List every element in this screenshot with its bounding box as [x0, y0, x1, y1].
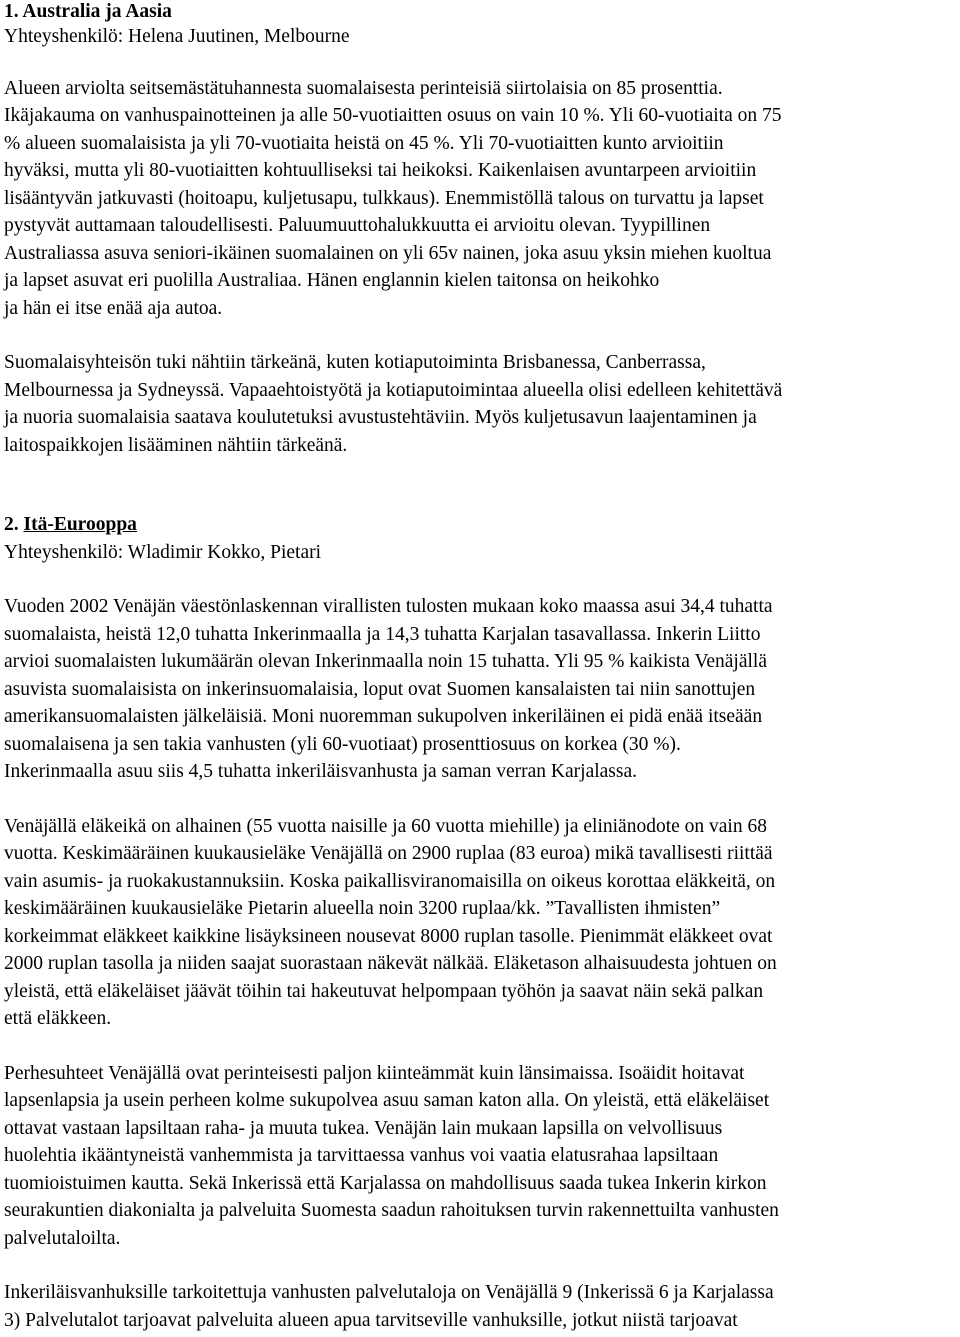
text-line: lisääntyvän jatkuvasti (hoitoapu, kuljetusapu, tulkkaus). Enemmistöllä talous on turvattu ja lapset: [4, 187, 764, 209]
text-line: Inkerinmaalla asuu siis 4,5 tuhatta inkeriläisvanhusta ja saman verran Karjalassa.: [4, 761, 637, 782]
paragraph: [4, 1279, 956, 1334]
document-page: [4, 0, 956, 1334]
text-line: ja hän ei itse enää aja autoa.: [4, 297, 223, 319]
contact-person: Yhteyshenkilö: Wladimir Kokko, Pietari: [4, 541, 322, 563]
paragraph: [4, 1060, 956, 1253]
paragraph: [4, 593, 956, 786]
section-ita-eurooppa: [4, 511, 956, 1334]
text-line: amerikansuomalaisten jälkeläisiä. Moni nuoremman sukupolven inkeriläinen ei pidä enää itseään: [4, 706, 763, 727]
text-line: Alueen arviolta seitsemästätuhannesta suomalaisesta perinteisiä siirtolaisia on 85 prosenttia.: [4, 77, 723, 99]
paragraph: [4, 349, 956, 459]
text-line: Venäjällä eläkeikä on alhainen (55 vuotta naisille ja 60 vuotta miehille) ja eliniänodote on vain 68: [4, 815, 767, 837]
contact-person: Yhteyshenkilö: Helena Juutinen, Melbourne: [4, 26, 350, 47]
text-line: Perhesuhteet Venäjällä ovat perinteisesti paljon kiinteämmät kuin länsimaissa. Isoäidit hoitavat: [4, 1062, 745, 1084]
text-line: laitospaikkojen lisääminen nähtiin tärkeänä.: [4, 434, 348, 456]
text-line: Ikäjakauma on vanhuspainotteinen ja alle 50-vuotiaitten osuus on vain 10 %. Yli 60-vuotiaita on 75: [4, 105, 782, 126]
text-line: vain asumis- ja ruokakustannuksiin. Koska paikallisviranomaisilla on oikeus korottaa eläkkeitä, on: [4, 870, 776, 892]
section-number: 2.: [4, 514, 24, 535]
text-line: huolehtia ikääntyneistä vanhemmista ja tarvittaessa vanhus voi vaatia elatusrahaa lapsiltaan: [4, 1145, 719, 1166]
text-line: % alueen suomalaisista ja yli 70-vuotiaita heistä on 45 %. Yli 70-vuotiaitten kunto arvioitiin: [4, 132, 724, 154]
text-line: Suomalaisyhteisön tuki nähtiin tärkeänä, kuten kotiaputoiminta Brisbanessa, Canberrassa,: [4, 352, 706, 373]
paragraph: [4, 75, 956, 323]
text-line: seurakuntien diakonialta ja palveluita Suomesta saadun rahoituksen turvin rakennettuilta vanhusten: [4, 1200, 779, 1221]
section-title: Itä-Eurooppa: [23, 514, 137, 535]
text-line: asuvista suomalaisista on inkerinsuomalaisia, loput ovat Suomen kansalaisten tai niin sanottujen: [4, 678, 756, 700]
text-line: hyväksi, mutta yli 80-vuotiaitten kohtuulliseksi tai heikoksi. Kaikenlaisen avuntarpeen arvioitiin: [4, 160, 757, 181]
section-heading: [4, 511, 956, 539]
text-line: Melbournessa ja Sydneyssä. Vapaaehtoistyötä ja kotiaputoimintaa alueella olisi edelleen kehitettävä: [4, 379, 783, 401]
text-line: keskimääräinen kuukausieläke Pietarin alueella noin 3200 ruplaa/kk. ”Tavallisten ihmisten”: [4, 898, 721, 919]
text-line: että eläkkeen.: [4, 1008, 112, 1029]
text-line: lapsenlapsia ja usein perheen kolme sukupolvea asuu saman katon alla. On yleistä, että eläkeläiset: [4, 1090, 770, 1111]
text-line: palvelutaloilta.: [4, 1227, 121, 1249]
text-line: 3) Palvelutalot tarjoavat palveluita alueen apua tarvitseville vanhuksille, jotkut niistä tarjoavat: [4, 1309, 738, 1331]
text-line: 2000 ruplan tasolla ja niiden saajat suorastaan näkevät nälkää. Eläketason alhaisuudesta johtuen on: [4, 953, 777, 974]
text-line: suomalaisena ja sen takia vanhusten (yli 60-vuotiaat) prosenttiosuus on korkea (30 %).: [4, 733, 681, 755]
text-line: pystyvät auttamaan taloudellisesti. Paluumuuttohalukkuutta ei arvioitu olevan. Tyypillinen: [4, 215, 711, 236]
text-line: ja lapset asuvat eri puolilla Australiaa. Hänen englannin kielen taitonsa on heikohko: [4, 270, 660, 291]
text-line: tuomioistuimen kautta. Sekä Inkerissä että Karjalassa on mahdollisuus saada tukea Inkerin kirkon: [4, 1172, 767, 1194]
text-line: arvioi suomalaisten lukumäärän olevan Inkerinmaalla noin 15 tuhatta. Yli 95 % kaikista Venäjällä: [4, 651, 767, 672]
text-line: korkeimmat eläkkeet kaikkine lisäyksineen nousevat 8000 ruplan tasolle. Pienimmät eläkkeet ovat: [4, 925, 773, 947]
text-line: Australiassa asuva seniori-ikäinen suomalainen on yli 65v nainen, joka asuu yksin miehen kuoltua: [4, 242, 772, 264]
text-line: yleistä, että eläkeläiset jäävät töihin tai hakeutuvat helpompaan työhön ja saavat näin sekä palkan: [4, 980, 764, 1002]
text-line: ja nuoria suomalaisia saatava koulutetuksi avustustehtäviin. Myös kuljetusavun laajentaminen ja: [4, 407, 757, 428]
text-line: suomalaista, heistä 12,0 tuhatta Inkerinmaalla ja 14,3 tuhatta Karjalan tasavallassa. Inkerin Liitto: [4, 623, 761, 645]
text-line: Inkeriläisvanhuksille tarkoitettuja vanhusten palvelutaloja on Venäjällä 9 (Inkerissä 6 ja Karjalassa: [4, 1282, 774, 1303]
paragraph: [4, 813, 956, 1033]
text-line: ottavat vastaan lapsiltaan raha- ja muuta tukea. Venäjän lain mukaan lapsilla on velvollisuus: [4, 1117, 723, 1139]
section-australia-asia: [4, 0, 956, 459]
text-line: Vuoden 2002 Venäjän väestönlaskennan virallisten tulosten mukaan koko maassa asui 34,4 tuhatta: [4, 596, 773, 617]
text-line: vuotta. Keskimääräinen kuukausieläke Venäjällä on 2900 ruplaa (83 euroa) mikä tavallisesti riittää: [4, 843, 773, 864]
section-heading: 1. Australia ja Aasia: [4, 1, 172, 22]
